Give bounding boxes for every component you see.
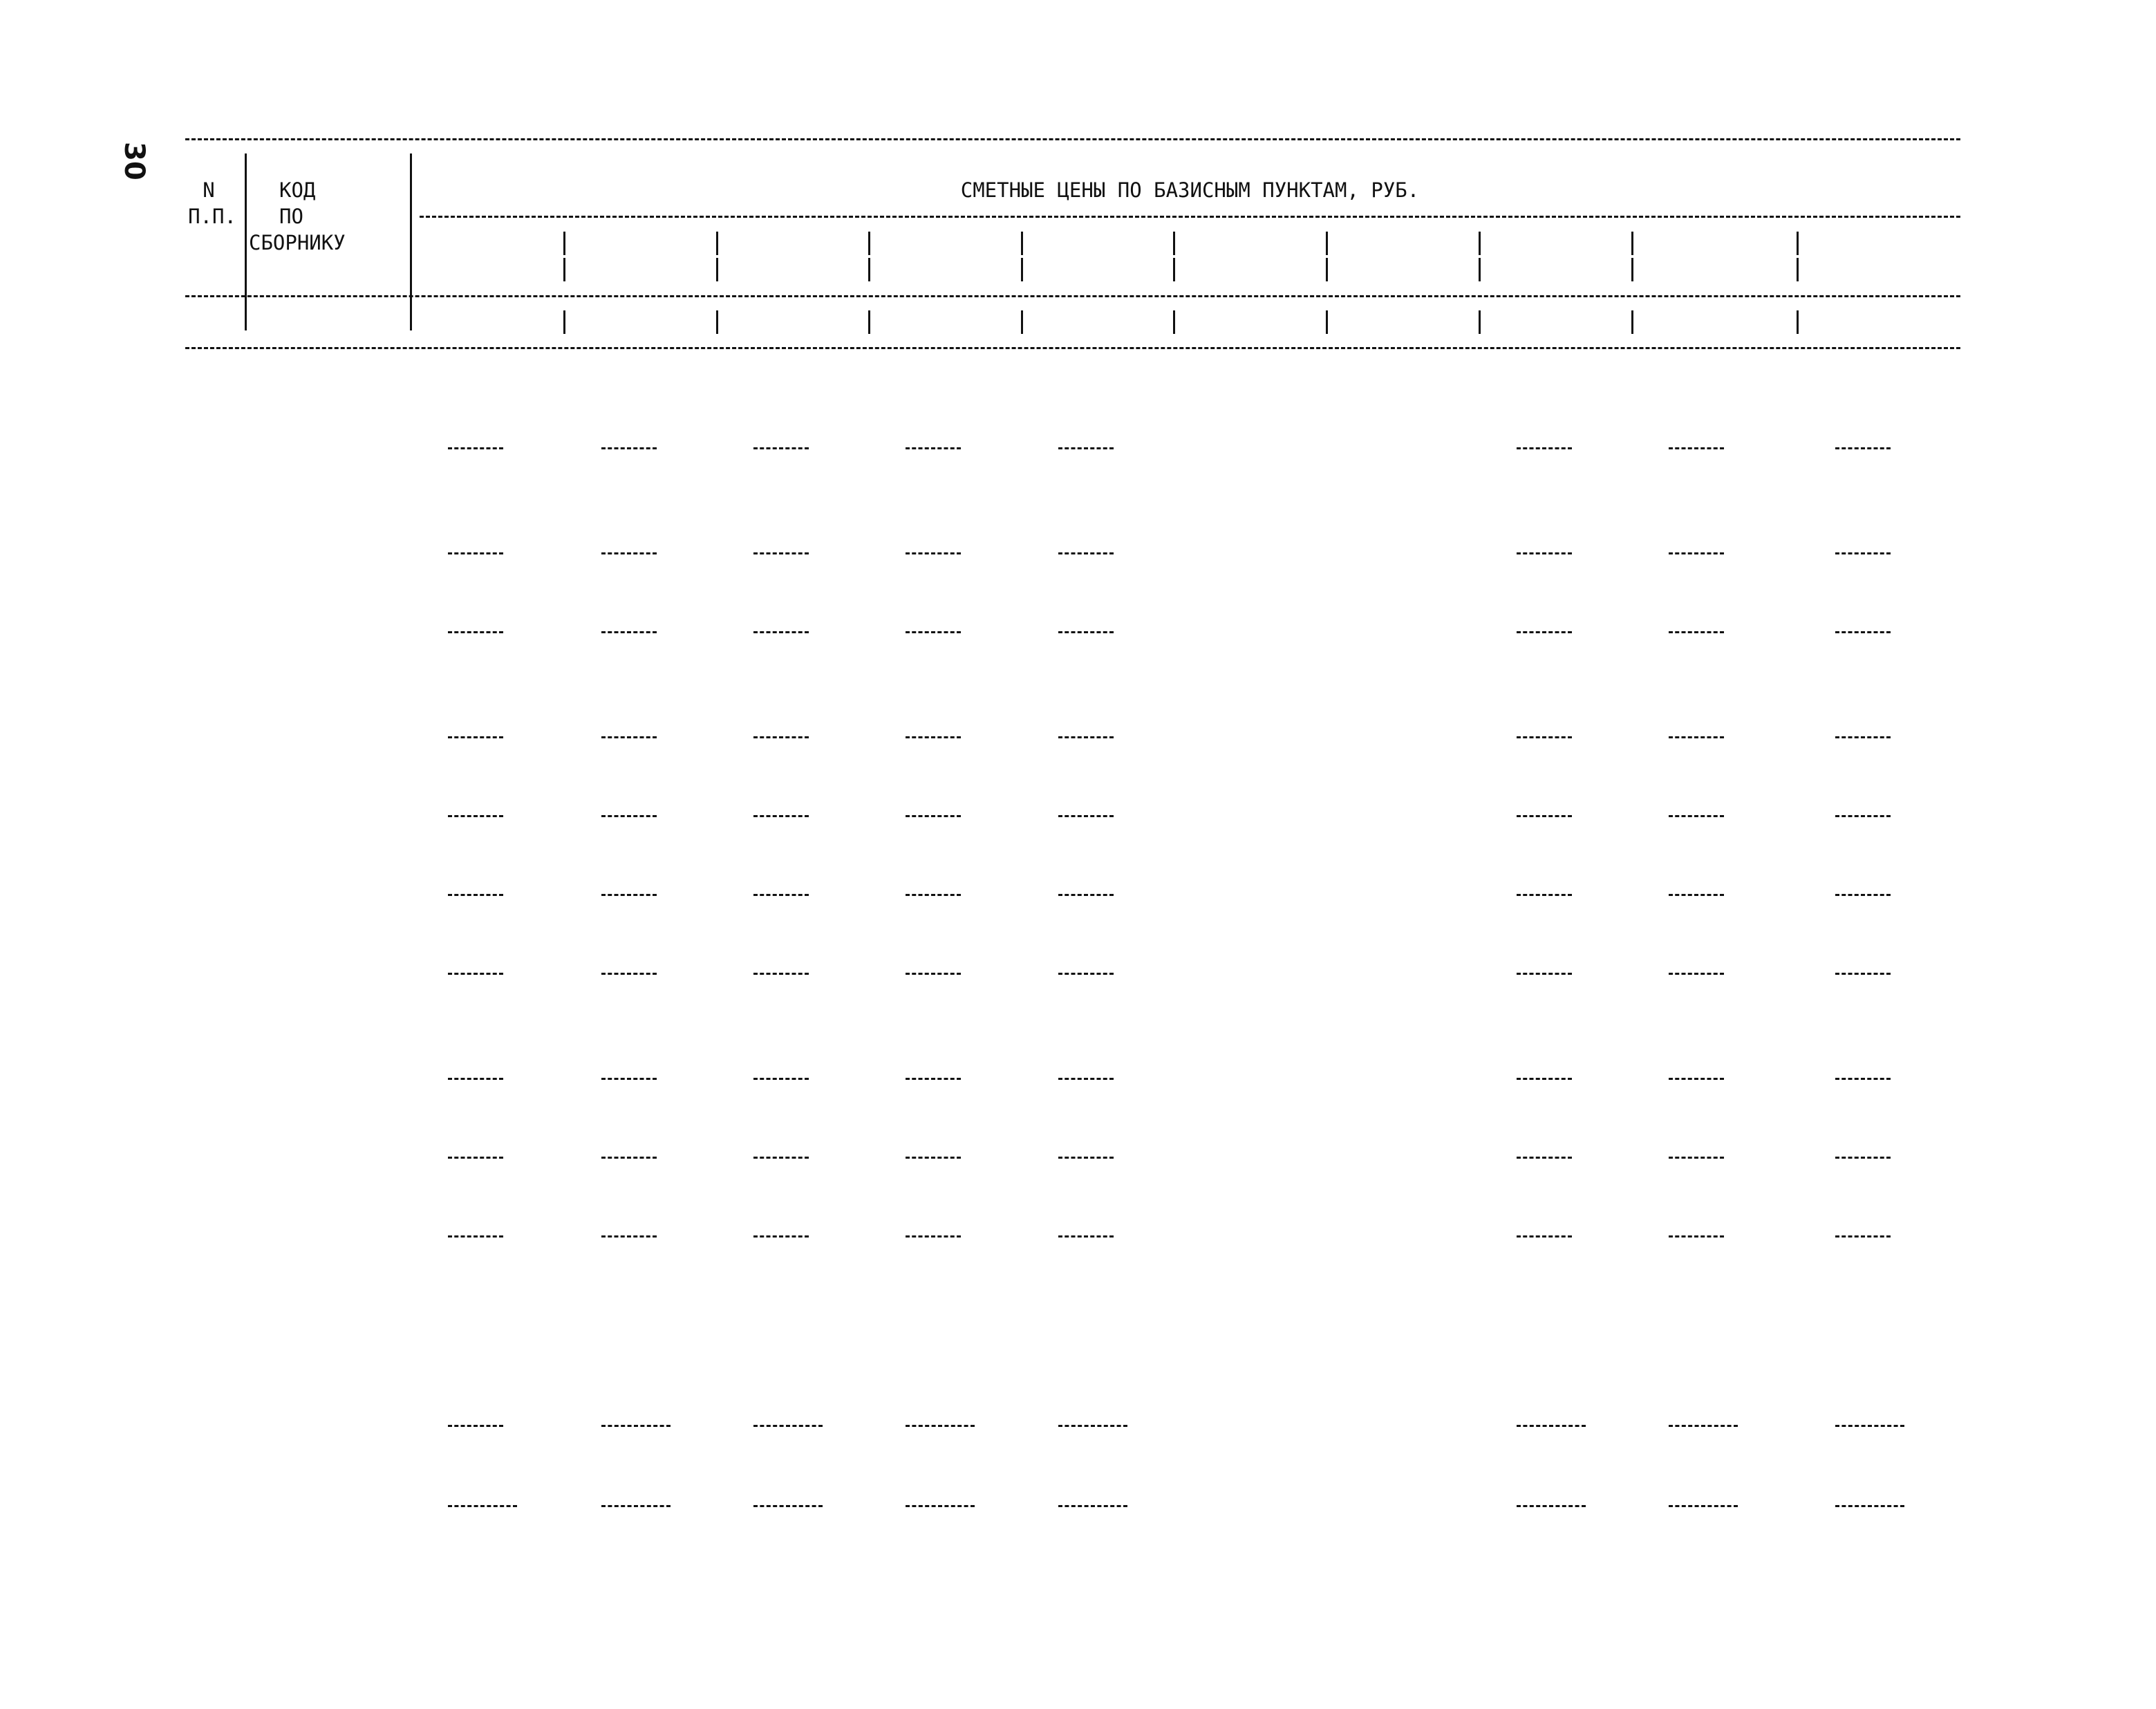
fraction-bar xyxy=(1058,447,1114,449)
fraction-bar xyxy=(753,894,809,896)
column-separator xyxy=(410,153,412,330)
fraction-bar xyxy=(1669,1078,1724,1080)
fraction-bar xyxy=(1669,1157,1724,1159)
fraction-bar xyxy=(1835,1235,1891,1238)
fraction-bar xyxy=(906,1505,975,1507)
fraction-bar xyxy=(1517,894,1572,896)
column-separator xyxy=(868,258,870,281)
fraction-bar xyxy=(1517,736,1572,738)
page-number: 30 xyxy=(118,142,150,180)
fraction-bar xyxy=(1058,1505,1127,1507)
fraction-bar xyxy=(1835,1505,1904,1507)
column-separator xyxy=(1479,232,1481,255)
column-separator xyxy=(716,310,718,334)
column-separator xyxy=(1173,310,1175,334)
fraction-bar xyxy=(448,736,503,738)
fraction-bar xyxy=(753,631,809,633)
fraction-bar xyxy=(1835,973,1891,975)
fraction-bar xyxy=(906,736,961,738)
fraction-bar xyxy=(753,552,809,554)
fraction-bar xyxy=(448,973,503,975)
fraction-bar xyxy=(1517,1505,1586,1507)
fraction-bar xyxy=(1058,631,1114,633)
fraction-bar xyxy=(753,815,809,817)
fraction-bar xyxy=(753,1505,823,1507)
fraction-bar xyxy=(1058,815,1114,817)
fraction-bar xyxy=(1058,1425,1127,1427)
column-separator xyxy=(563,232,565,255)
fraction-bar xyxy=(1835,447,1891,449)
column-separator xyxy=(1173,232,1175,255)
fraction-bar xyxy=(1058,973,1114,975)
fraction-bar xyxy=(1669,631,1724,633)
fraction-bar xyxy=(906,1235,961,1238)
fraction-bar xyxy=(448,815,503,817)
fraction-bar xyxy=(906,552,961,554)
fraction-bar xyxy=(1669,1235,1724,1238)
fraction-bar xyxy=(1517,1078,1572,1080)
fraction-bar xyxy=(753,973,809,975)
column-separator xyxy=(716,232,718,255)
fraction-bar xyxy=(448,1425,503,1427)
column-separator xyxy=(1631,310,1633,334)
header-col-sborniku: СБОРНИКУ xyxy=(249,231,346,254)
fraction-bar xyxy=(448,1157,503,1159)
fraction-bar xyxy=(906,447,961,449)
fraction-bar xyxy=(1835,631,1891,633)
fraction-bar xyxy=(601,815,657,817)
fraction-bar xyxy=(1517,815,1572,817)
fraction-bar xyxy=(1669,1505,1738,1507)
column-separator xyxy=(1021,232,1023,255)
fraction-bar xyxy=(1058,1157,1114,1159)
fraction-bar xyxy=(601,736,657,738)
fraction-bar xyxy=(1669,552,1724,554)
fraction-bar xyxy=(601,552,657,554)
fraction-bar xyxy=(1669,447,1724,449)
column-separator xyxy=(1631,258,1633,281)
fraction-bar xyxy=(906,815,961,817)
column-separator xyxy=(868,310,870,334)
fraction-bar xyxy=(753,736,809,738)
fraction-bar xyxy=(1669,815,1724,817)
fraction-bar xyxy=(1835,1078,1891,1080)
header-group-title: СМЕТНЫЕ ЦЕНЫ ПО БАЗИСНЫМ ПУНКТАМ, РУБ. xyxy=(960,178,1420,202)
column-separator xyxy=(245,153,247,330)
fraction-bar xyxy=(448,1078,503,1080)
fraction-bar xyxy=(753,1157,809,1159)
fraction-bar xyxy=(1669,1425,1738,1427)
fraction-bar xyxy=(601,1235,657,1238)
fraction-bar xyxy=(1517,447,1572,449)
fraction-bar xyxy=(448,894,503,896)
fraction-bar xyxy=(1835,894,1891,896)
fraction-bar xyxy=(753,1235,809,1238)
fraction-bar xyxy=(1517,631,1572,633)
fraction-bar xyxy=(601,1157,657,1159)
fraction-bar xyxy=(1058,1235,1114,1238)
fraction-bar xyxy=(906,973,961,975)
fraction-bar xyxy=(448,1505,517,1507)
column-separator xyxy=(1326,232,1328,255)
fraction-bar xyxy=(1835,1157,1891,1159)
fraction-bar xyxy=(601,1078,657,1080)
fraction-bar xyxy=(906,631,961,633)
fraction-bar xyxy=(906,1078,961,1080)
fraction-bar xyxy=(1058,1078,1114,1080)
fraction-bar xyxy=(906,894,961,896)
fraction-bar xyxy=(448,1235,503,1238)
fraction-bar xyxy=(1835,815,1891,817)
fraction-bar xyxy=(601,894,657,896)
column-separator xyxy=(1797,232,1799,255)
column-separator xyxy=(1631,232,1633,255)
fraction-bar xyxy=(1669,894,1724,896)
fraction-bar xyxy=(1517,552,1572,554)
column-separator xyxy=(716,258,718,281)
fraction-bar xyxy=(448,552,503,554)
header-col-pp: П.П. xyxy=(188,205,236,228)
fraction-bar xyxy=(601,1505,671,1507)
column-separator xyxy=(1173,258,1175,281)
column-separator xyxy=(563,310,565,334)
column-separator xyxy=(1326,310,1328,334)
fraction-bar xyxy=(1835,1425,1904,1427)
column-separator xyxy=(1021,258,1023,281)
column-separator xyxy=(1326,258,1328,281)
rule-header-bottom xyxy=(185,295,1960,297)
fraction-bar xyxy=(753,1078,809,1080)
fraction-bar xyxy=(1058,736,1114,738)
fraction-bar xyxy=(1669,973,1724,975)
fraction-bar xyxy=(1669,736,1724,738)
fraction-bar xyxy=(1058,552,1114,554)
fraction-bar xyxy=(1517,973,1572,975)
fraction-bar xyxy=(1835,552,1891,554)
column-separator xyxy=(563,258,565,281)
fraction-bar xyxy=(1517,1425,1586,1427)
column-separator xyxy=(868,232,870,255)
fraction-bar xyxy=(753,447,809,449)
header-col-n: N xyxy=(203,178,215,202)
column-separator xyxy=(1021,310,1023,334)
fraction-bar xyxy=(753,1425,823,1427)
rule-header-end xyxy=(185,347,1960,349)
column-separator xyxy=(1479,310,1481,334)
fraction-bar xyxy=(1058,894,1114,896)
fraction-bar xyxy=(448,631,503,633)
fraction-bar xyxy=(1835,736,1891,738)
column-separator xyxy=(1797,310,1799,334)
fraction-bar xyxy=(601,631,657,633)
fraction-bar xyxy=(601,447,657,449)
header-col-kod: КОД xyxy=(279,178,316,202)
header-col-po: ПО xyxy=(279,205,303,228)
fraction-bar xyxy=(906,1157,961,1159)
fraction-bar xyxy=(448,447,503,449)
fraction-bar xyxy=(1517,1157,1572,1159)
fraction-bar xyxy=(906,1425,975,1427)
column-separator xyxy=(1797,258,1799,281)
fraction-bar xyxy=(601,973,657,975)
rule-group-header xyxy=(420,216,1960,218)
fraction-bar xyxy=(601,1425,671,1427)
fraction-bar xyxy=(1517,1235,1572,1238)
rule-top xyxy=(185,138,1960,140)
column-separator xyxy=(1479,258,1481,281)
